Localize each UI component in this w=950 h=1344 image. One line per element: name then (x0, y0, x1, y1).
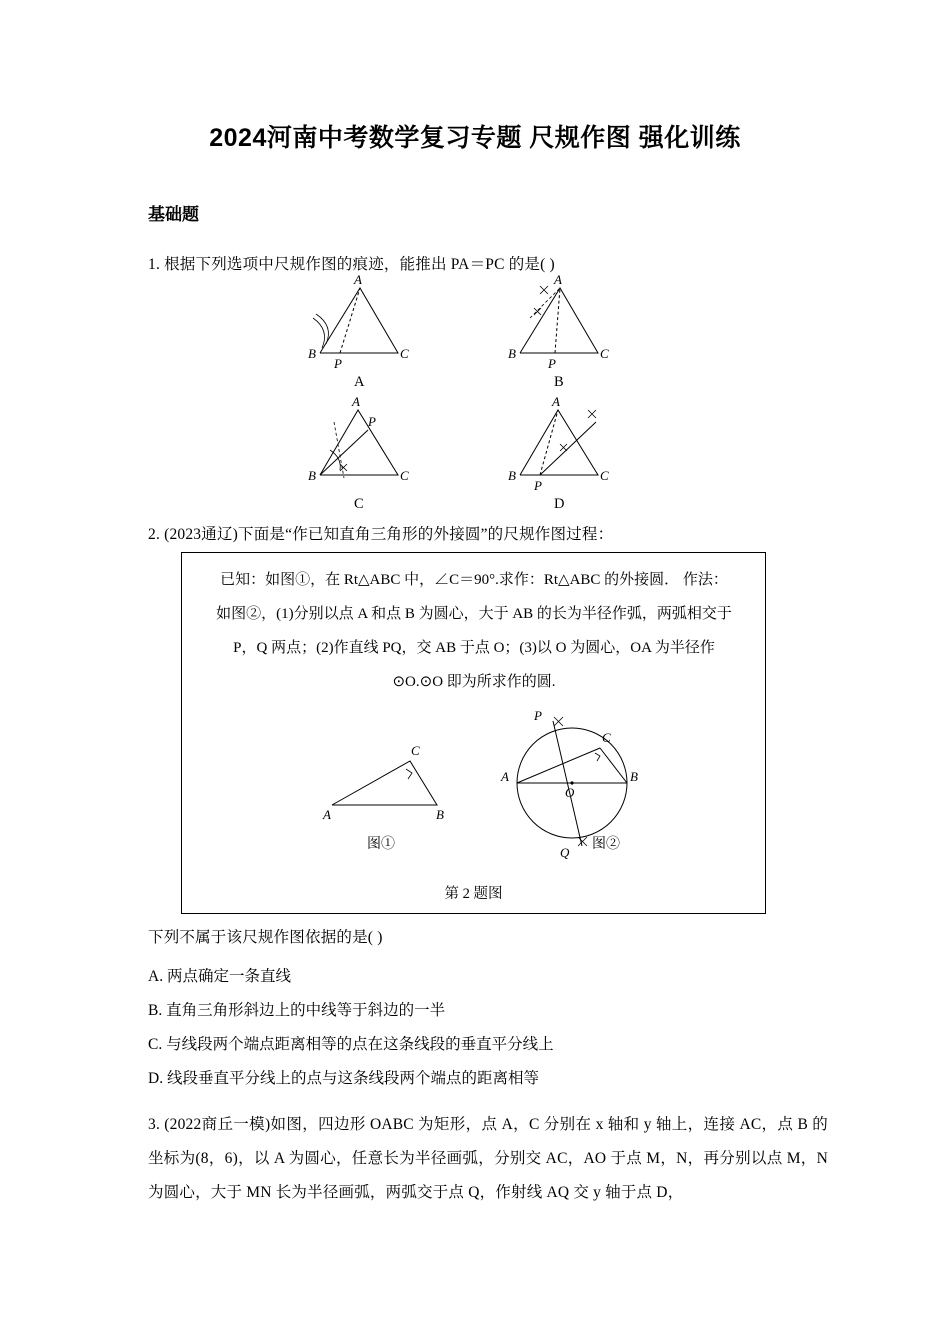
svg-text:B: B (308, 468, 316, 483)
svg-text:P: P (534, 708, 542, 723)
construction-line-3: P，Q 两点；(2)作直线 PQ，交 AB 于点 O；(3)以 O 为圆心，OA 为半径作 (233, 640, 715, 656)
construction-line-2: 如图②，(1)分别以点 A 和点 B 为圆心，大于 AB 的长为半径作弧，两弧相交于 (216, 606, 732, 622)
construction-line-4: ⊙O.⊙O 即为所求作的圆. (392, 674, 556, 690)
svg-text:A: A (323, 807, 331, 822)
figure-choice-c (308, 394, 409, 512)
question-1-figures (300, 272, 720, 512)
option-c: C. 与线段两个端点距离相等的点在这条线段的垂直平分线上 (148, 1036, 554, 1053)
question-2-question: 下列不属于该尺规作图依据的是( ) (148, 929, 383, 946)
svg-text:B: B (554, 374, 564, 390)
svg-text:A: A (354, 272, 362, 287)
svg-text:C: C (400, 346, 409, 361)
svg-text:A: A (352, 394, 360, 409)
svg-text:C: C (354, 496, 364, 512)
option-b: B. 直角三角形斜边上的中线等于斜边的一半 (148, 1002, 446, 1019)
svg-text:P: P (368, 414, 376, 429)
question-2-box (181, 552, 766, 914)
svg-text:B: B (508, 468, 516, 483)
question-2-stem: 2. (2023通辽)下面是“作已知直角三角形的外接圆”的尺规作图过程： (148, 526, 614, 543)
question-2-figures (182, 703, 765, 868)
svg-text:B: B (436, 807, 444, 822)
page-title: 2024河南中考数学复习专题 尺规作图 强化训练 (209, 124, 741, 152)
option-a: A. 两点确定一条直线 (148, 968, 291, 985)
svg-text:P: P (334, 356, 342, 371)
svg-text:D: D (554, 496, 565, 512)
svg-text:P: P (548, 356, 556, 371)
question-3-stem: 3. (2022商丘一模)如图，四边形 OABC 为矩形，点 A，C 分别在 x 轴和 y 轴上，连接 AC，点 B 的坐标为(8，6)，以 A 为圆心，任意长为半径画弧，分别交 AC，AO 于点 M，N，再分别以点 M，N 为圆心，大于 MN 长为半径画弧，两弧交于点 Q，作射线 AQ 交 y 轴于点 D， (148, 1116, 828, 1201)
figure-choice-b (508, 272, 609, 390)
figure-choice-a (308, 272, 409, 390)
figure-2-circumcircle (500, 708, 638, 860)
svg-text:B: B (508, 346, 516, 361)
question-2-figure-caption: 第 2 题图 (444, 886, 503, 902)
figure-1-right-triangle (322, 743, 444, 852)
svg-text:B: B (630, 769, 638, 784)
question-1-stem: 1. 根据下列选项中尺规作图的痕迹，能推出 PA＝PC 的是( ) (148, 256, 555, 273)
svg-text:C: C (602, 730, 611, 745)
svg-text:图①: 图① (367, 837, 395, 852)
svg-text:C: C (400, 468, 409, 483)
svg-text:图②: 图② (592, 837, 620, 852)
section-heading: 基础题 (148, 205, 199, 224)
svg-text:C: C (600, 346, 609, 361)
svg-text:A: A (501, 769, 509, 784)
option-d: D. 线段垂直平分线上的点与这条线段两个端点的距离相等 (148, 1070, 539, 1087)
svg-text:C: C (600, 468, 609, 483)
svg-text:Q: Q (560, 845, 570, 860)
svg-text:A: A (354, 374, 365, 390)
svg-text:B: B (308, 346, 316, 361)
svg-text:O: O (565, 785, 575, 800)
construction-line-1: 已知：如图①，在 Rt△ABC 中，∠C＝90°.求作：Rt△ABC 的外接圆． 作法： (220, 572, 728, 588)
svg-text:C: C (411, 743, 420, 758)
svg-text:A: A (554, 272, 562, 287)
figure-choice-d (508, 394, 609, 512)
svg-text:A: A (552, 394, 560, 409)
question-2-construction-text (204, 563, 744, 699)
question-2-options (148, 960, 848, 1096)
svg-text:P: P (534, 478, 542, 493)
